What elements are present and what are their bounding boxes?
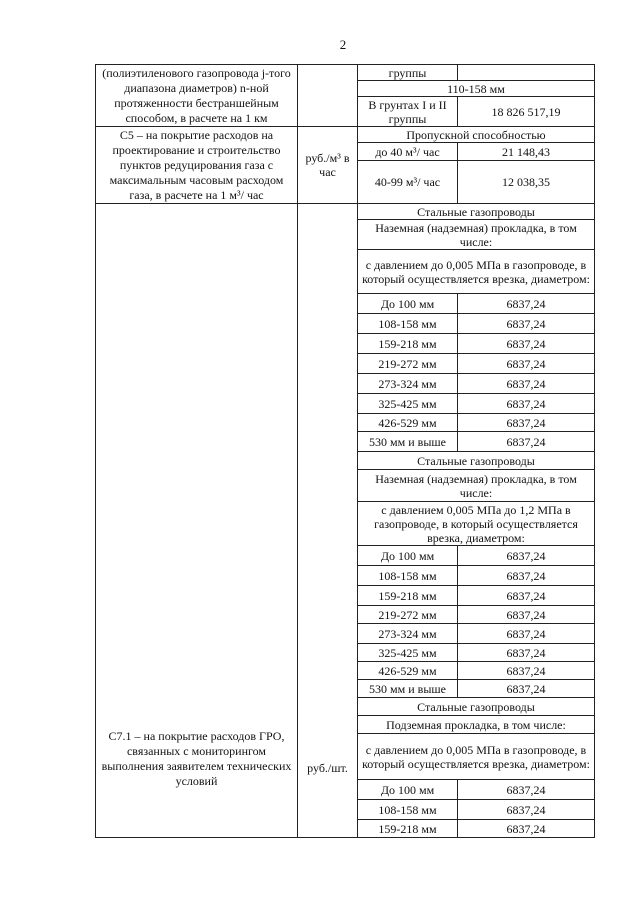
tariff-value-cell: 6837,24 <box>458 586 595 606</box>
tariff-value-cell: 6837,24 <box>458 394 595 414</box>
parameter-label-cell: 426-529 мм <box>358 414 458 432</box>
subheader-cell: с давлением до 0,005 МПа в газопроводе, в который осуществляется врезка, диаметром: <box>358 734 595 780</box>
page-number: 2 <box>339 37 347 52</box>
parameter-label-cell: 273-324 мм <box>358 374 458 394</box>
parameter-label-cell: группы <box>358 65 458 81</box>
parameter-label-cell: 219-272 мм <box>358 354 458 374</box>
tariff-value-cell <box>458 65 595 81</box>
parameter-label-cell: До 100 мм <box>358 546 458 566</box>
description-cell: С7.1 – на покрытие расходов ГРО, связанных с мониторингом выполнения заявителем технических условий <box>96 204 298 838</box>
parameter-label-cell: 325-425 мм <box>358 394 458 414</box>
tariff-value-cell: 6837,24 <box>458 680 595 698</box>
subheader-cell: 110-158 мм <box>358 81 595 97</box>
tariff-value-cell: 6837,24 <box>458 644 595 662</box>
tariff-value-cell: 6837,24 <box>458 334 595 354</box>
subheader-cell: Подземная прокладка, в том числе: <box>358 716 595 734</box>
parameter-label-cell: До 100 мм <box>358 780 458 800</box>
unit-cell: руб./шт. <box>298 204 358 838</box>
parameter-label-cell: 273-324 мм <box>358 624 458 644</box>
table-row <box>96 204 595 220</box>
parameter-label-cell: 325-425 мм <box>358 644 458 662</box>
subheader-cell: Стальные газопроводы <box>358 452 595 470</box>
tariff-value-cell: 6837,24 <box>458 414 595 432</box>
subheader-cell: Стальные газопроводы <box>358 698 595 716</box>
description-cell: С5 – на покрытие расходов на проектирование и строительство пунктов редуцирования газа с максимальным часовым расходом газа, в расчете на 1 м³/ час <box>96 127 298 204</box>
parameter-label-cell: 219-272 мм <box>358 606 458 624</box>
tariff-value-cell: 6837,24 <box>458 546 595 566</box>
parameter-label-cell: До 100 мм <box>358 294 458 314</box>
parameter-label-cell: 108-158 мм <box>358 566 458 586</box>
subheader-cell: с давлением 0,005 МПа до 1,2 МПа в газопроводе, в который осуществляется врезка, диаметром: <box>358 502 595 546</box>
table-row <box>96 127 595 143</box>
tariff-value-cell: 12 038,35 <box>458 161 595 204</box>
tariff-value-cell: 6837,24 <box>458 662 595 680</box>
tariff-value-cell: 6837,24 <box>458 606 595 624</box>
unit-cell <box>298 65 358 127</box>
tariff-value-cell: 6837,24 <box>458 432 595 452</box>
tariff-value-cell: 6837,24 <box>458 314 595 334</box>
tariff-value-cell: 6837,24 <box>458 800 595 820</box>
subheader-cell: Наземная (надземная) прокладка, в том числе: <box>358 220 595 250</box>
tariff-value-cell: 6837,24 <box>458 374 595 394</box>
parameter-label-cell: 159-218 мм <box>358 820 458 838</box>
subheader-cell: Пропускной способностью <box>358 127 595 143</box>
parameter-label-cell: 108-158 мм <box>358 800 458 820</box>
parameter-label-cell: В грунтах I и II группы <box>358 97 458 127</box>
parameter-label-cell: 426-529 мм <box>358 662 458 680</box>
parameter-label-cell: 530 мм и выше <box>358 680 458 698</box>
tariff-value-cell: 21 148,43 <box>458 143 595 161</box>
tariff-table <box>95 64 595 838</box>
tariff-value-cell: 6837,24 <box>458 566 595 586</box>
tariff-value-cell: 6837,24 <box>458 780 595 800</box>
parameter-label-cell: 159-218 мм <box>358 586 458 606</box>
tariff-value-cell: 18 826 517,19 <box>458 97 595 127</box>
parameter-label-cell: 108-158 мм <box>358 314 458 334</box>
tariff-value-cell: 6837,24 <box>458 294 595 314</box>
tariff-table-body <box>96 65 595 838</box>
tariff-value-cell: 6837,24 <box>458 624 595 644</box>
unit-cell: руб./м³ в час <box>298 127 358 204</box>
subheader-cell: Наземная (надземная) прокладка, в том числе: <box>358 470 595 502</box>
subheader-cell: с давлением до 0,005 МПа в газопроводе, в который осуществляется врезка, диаметром: <box>358 250 595 294</box>
tariff-value-cell: 6837,24 <box>458 820 595 838</box>
parameter-label-cell: 40-99 м³/ час <box>358 161 458 204</box>
parameter-label-cell: до 40 м³/ час <box>358 143 458 161</box>
table-row <box>96 65 595 81</box>
subheader-cell: Стальные газопроводы <box>358 204 595 220</box>
tariff-value-cell: 6837,24 <box>458 354 595 374</box>
parameter-label-cell: 159-218 мм <box>358 334 458 354</box>
parameter-label-cell: 530 мм и выше <box>358 432 458 452</box>
description-cell: (полиэтиленового газопровода j-того диапазона диаметров) n-ной протяженности бестраншейным способом, в расчете на 1 км <box>96 65 298 127</box>
